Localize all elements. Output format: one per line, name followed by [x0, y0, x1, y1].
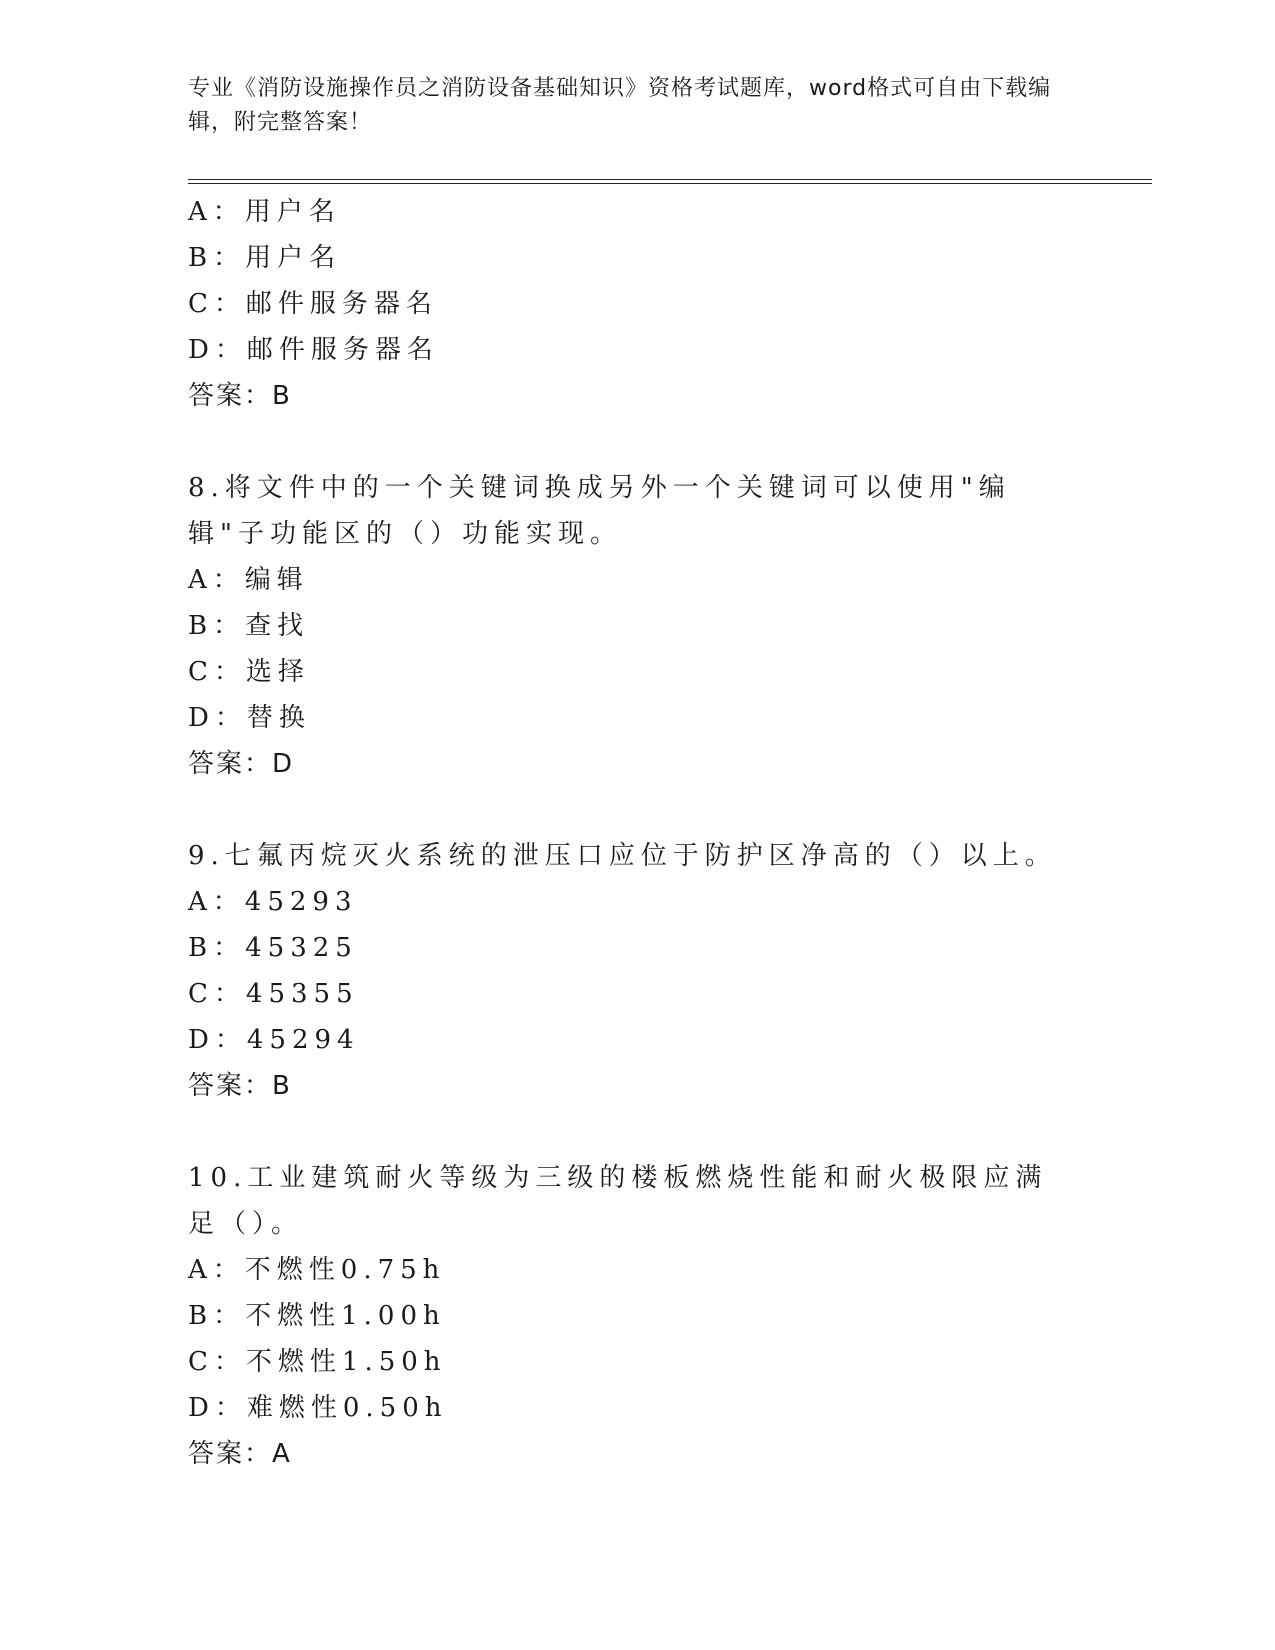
- option-d: [188, 695, 1088, 741]
- option-d: [188, 1017, 1088, 1063]
- header-rule-top: [188, 179, 1152, 180]
- option-b: [188, 235, 1088, 281]
- option-label: C：: [188, 979, 246, 1009]
- option-text: 不燃性0.75h: [244, 1255, 446, 1285]
- header-rule-bottom: [188, 183, 1152, 184]
- option-a: [188, 557, 1088, 603]
- option-text: 不燃性1.00h: [245, 1301, 446, 1331]
- option-c: [188, 281, 1088, 327]
- question-text: 8.将文件中的一个关键词换成另外一个关键词可以使用"编辑"子功能区的（）功能实现。: [188, 473, 1011, 549]
- option-d: [188, 327, 1088, 373]
- option-b: [188, 925, 1088, 971]
- option-text: 邮件服务器名: [245, 289, 438, 319]
- option-text: 难燃性0.50h: [246, 1393, 448, 1423]
- option-text: 用户名: [245, 243, 342, 273]
- question-text: 10.工业建筑耐火等级为三级的楼板燃烧性能和耐火极限应满足（）。: [188, 1163, 1048, 1239]
- answer-line: 答案：A: [188, 1439, 292, 1469]
- option-label: A：: [188, 565, 245, 595]
- answer-line: 答案：D: [188, 749, 295, 779]
- question-list: [188, 189, 1088, 1477]
- option-label: C：: [188, 1347, 246, 1377]
- option-text: 45325: [245, 933, 358, 963]
- option-a: [188, 1247, 1088, 1293]
- option-label: D：: [188, 703, 247, 733]
- option-text: 45293: [244, 887, 358, 917]
- option-text: 45355: [245, 979, 359, 1009]
- option-a: [188, 879, 1088, 925]
- option-c: [188, 971, 1088, 1017]
- option-label: C：: [188, 657, 246, 687]
- option-label: D：: [188, 1393, 247, 1423]
- option-label: B：: [188, 933, 246, 963]
- option-d: [188, 1385, 1088, 1431]
- question-7: [188, 189, 1088, 419]
- option-text: 替换: [246, 703, 311, 733]
- option-label: D：: [188, 335, 247, 365]
- question-8: [188, 465, 1088, 787]
- option-c: [188, 649, 1088, 695]
- option-b: [188, 603, 1088, 649]
- option-text: 邮件服务器名: [246, 335, 439, 365]
- option-label: A：: [188, 197, 245, 227]
- answer-line: 答案：B: [188, 1071, 292, 1101]
- answer-line: 答案：B: [188, 381, 292, 411]
- option-label: B：: [188, 611, 246, 641]
- option-label: A：: [188, 1255, 245, 1285]
- question-text: 9.七氟丙烷灭火系统的泄压口应位于防护区净高的（）以上。: [188, 841, 1057, 871]
- option-label: B：: [188, 1301, 246, 1331]
- option-label: D：: [188, 1025, 247, 1055]
- document-header: 专业《消防设施操作员之消防设备基础知识》资格考试题库，word格式可自由下载编辑，附完整答案！: [188, 76, 1052, 135]
- option-label: C：: [188, 289, 246, 319]
- option-b: [188, 1293, 1088, 1339]
- option-text: 选择: [245, 657, 310, 687]
- option-label: A：: [188, 887, 245, 917]
- option-c: [188, 1339, 1088, 1385]
- option-text: 不燃性1.50h: [245, 1347, 447, 1377]
- option-label: B：: [188, 243, 246, 273]
- option-text: 编辑: [244, 565, 309, 595]
- question-10: [188, 1155, 1088, 1477]
- question-9: [188, 833, 1088, 1109]
- option-text: 查找: [245, 611, 310, 641]
- option-text: 用户名: [244, 197, 341, 227]
- option-text: 45294: [246, 1025, 360, 1055]
- option-a: [188, 189, 1088, 235]
